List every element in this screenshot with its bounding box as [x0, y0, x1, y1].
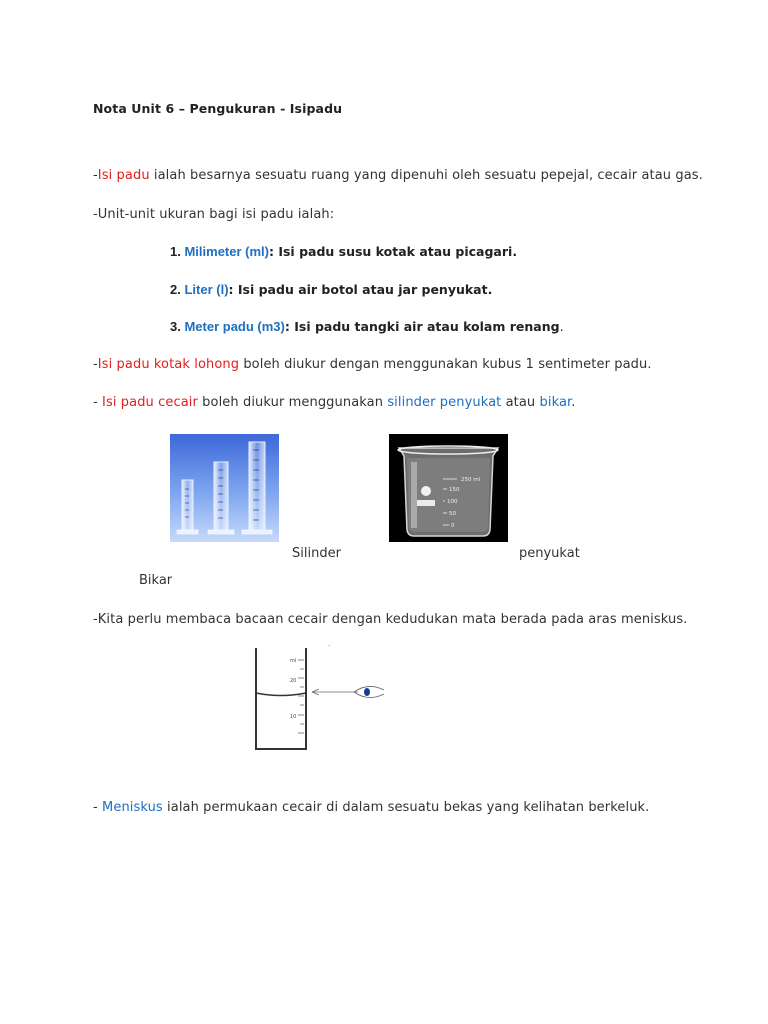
eye-icon: [364, 688, 370, 696]
term-isi-padu-cecair: Isi padu cecair: [102, 395, 198, 410]
unit-desc: : Isi padu air botol atau jar penyukat.: [228, 282, 493, 297]
beaker-mark-250: 250 ml: [461, 477, 481, 483]
diagram-tick-10: 10: [290, 714, 297, 720]
meniscus-diagram: [246, 638, 390, 752]
beaker-mark-0: 0: [451, 523, 455, 529]
liquid-text-end: .: [571, 395, 576, 410]
liquid-text-or: atau: [501, 395, 540, 410]
svg-text:-: -: [328, 642, 331, 649]
unit-number: 1.: [170, 244, 185, 259]
hollow-box-paragraph: [93, 357, 652, 372]
dash: -: [93, 395, 103, 410]
units-intro: -Unit-unit ukuran bagi isi padu ialah:: [93, 207, 335, 222]
definition-text: ialah besarnya sesuatu ruang yang dipenuhi oleh sesuatu pepejal, cecair atau gas.: [149, 168, 703, 183]
unit-desc: : Isi padu tangki air atau kolam renang: [284, 319, 560, 334]
unit-end: .: [559, 319, 564, 334]
term-isi-padu: Isi padu: [97, 168, 150, 183]
unit-name: Milimeter (ml): [184, 244, 269, 259]
dash: -: [93, 168, 98, 183]
dash: -: [93, 357, 98, 372]
unit-name: Liter (l): [184, 282, 229, 297]
liquid-paragraph: [93, 395, 576, 410]
caption-bikar: Bikar: [139, 573, 173, 588]
caption-penyukat: penyukat: [519, 546, 580, 561]
term-isi-padu-kotak-lohong: Isi padu kotak lohong: [97, 357, 240, 372]
caption-silinder: Silinder: [292, 546, 341, 561]
definition-paragraph: [93, 168, 703, 183]
meniscus-text: ialah permukaan cecair di dalam sesuatu bekas yang kelihatan berkeluk.: [162, 800, 650, 815]
beaker-mark-50: 50: [449, 511, 456, 517]
beaker-mark-150: 150: [449, 487, 460, 493]
unit-number: 3.: [170, 319, 185, 334]
meniscus-paragraph: [93, 800, 649, 815]
beaker-image: [389, 434, 508, 542]
term-meniskus: Meniskus: [102, 800, 163, 815]
page-title: Nota Unit 6 – Pengukuran - Isipadu: [93, 101, 343, 116]
unit-item-1: [170, 244, 517, 259]
hollow-box-text: boleh diukur dengan menggunakan kubus 1 sentimeter padu.: [239, 357, 652, 372]
unit-item-3: [170, 319, 564, 334]
reading-paragraph: -Kita perlu membaca bacaan cecair dengan kedudukan mata berada pada aras meniskus.: [93, 612, 688, 627]
unit-number: 2.: [170, 282, 185, 297]
term-bikar: bikar: [539, 395, 572, 410]
unit-name: Meter padu (m3): [184, 319, 285, 334]
diagram-unit-label: ml: [290, 658, 297, 664]
diagram-tick-20: 20: [290, 678, 297, 684]
graduated-cylinders-image: [170, 434, 279, 542]
unit-desc: : Isi padu susu kotak atau picagari.: [268, 244, 518, 259]
beaker-mark-100: 100: [447, 499, 458, 505]
dash: -: [93, 800, 103, 815]
unit-item-2: [170, 282, 492, 297]
term-silinder-penyukat: silinder penyukat: [387, 395, 502, 410]
liquid-text: boleh diukur menggunakan: [197, 395, 388, 410]
